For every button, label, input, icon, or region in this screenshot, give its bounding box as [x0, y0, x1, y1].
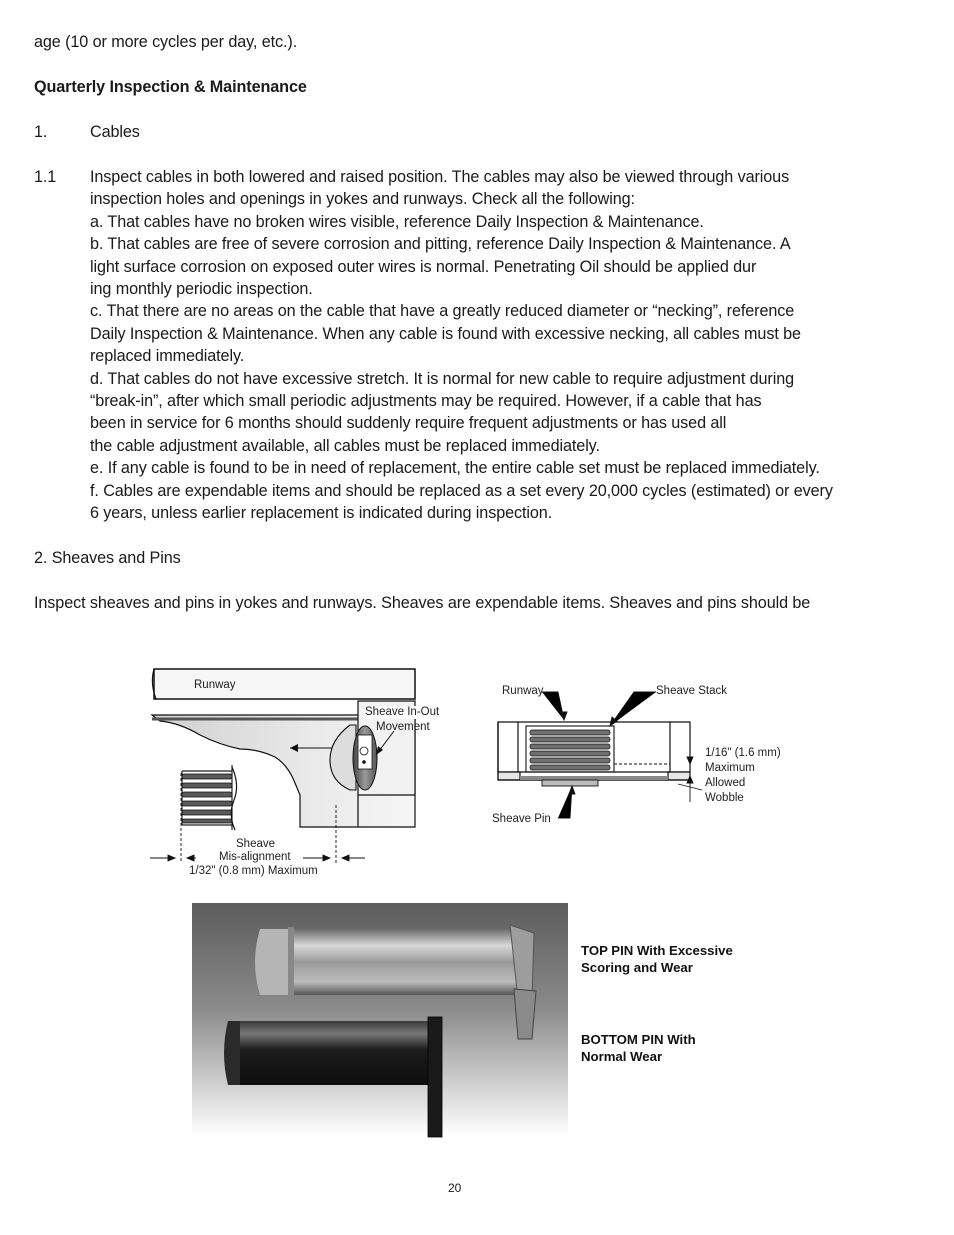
cables-line: f. Cables are expendable items and should be replaced as a set every 20,000 cycles (estimated) or every: [90, 481, 833, 500]
sheave-pin-label: Sheave Pin: [492, 813, 551, 825]
cables-line: Inspect cables in both lowered and raised position. The cables may also be viewed through various: [90, 168, 790, 186]
page-number: 20: [448, 1181, 462, 1195]
wobble-label-2: Maximum: [705, 762, 755, 774]
cables-line: e. If any cable is found to be in need of replacement, the entire cable set must be replaced immediately.: [90, 459, 820, 478]
cables-line: Daily Inspection & Maintenance. When any cable is found with excessive necking, all cables must be: [90, 324, 801, 343]
cables-line: a. That cables have no broken wires visible, reference Daily Inspection & Maintenance.: [90, 212, 704, 231]
misalignment-label-2: Mis-alignment: [219, 851, 291, 863]
quarterly-heading: Quarterly Inspection & Maintenance: [34, 78, 307, 96]
intro-continuation: age (10 or more cycles per day, etc.).: [34, 33, 298, 51]
sheave-movement-label-1: Sheave In-Out: [365, 706, 440, 718]
wobble-label-3: Allowed: [705, 777, 746, 789]
sheave-wobble-diagram: [490, 680, 710, 830]
misalignment-label-3: 1/32" (0.8 mm) Maximum: [189, 865, 318, 877]
right-runway-label: Runway: [502, 685, 544, 697]
cables-line: light surface corrosion on exposed outer wires is normal. Penetrating Oil should be applied dur: [90, 257, 757, 276]
cables-line: been in service for 6 months should suddenly require frequent adjustments or has used all: [90, 414, 727, 433]
wobble-label-1: 1/16" (1.6 mm): [705, 747, 781, 759]
cables-line: ing monthly periodic inspection.: [90, 280, 313, 298]
wobble-label-4: Wobble: [705, 792, 744, 804]
sheave-movement-label-2: Movement: [376, 721, 430, 733]
cables-title: Cables: [90, 123, 140, 141]
top-pin-caption-2: Scoring and Wear: [581, 960, 693, 975]
cables-number: 1.: [34, 123, 48, 141]
misalignment-label-1: Sheave: [236, 838, 276, 850]
cables-subnumber: 1.1: [34, 168, 57, 186]
cables-line: replaced immediately.: [90, 347, 245, 366]
sheaves-body: Inspect sheaves and pins in yokes and runways. Sheaves are expendable items. Sheaves and pins should be: [34, 594, 811, 612]
cables-line: “break-in”, after which small periodic adjustments may be required. However, if a cable that has: [90, 392, 762, 410]
sheaves-heading: 2. Sheaves and Pins: [34, 549, 181, 567]
cables-line: c. That there are no areas on the cable that have a greatly reduced diameter or “necking”, reference: [90, 302, 795, 321]
cables-line: inspection holes and openings in yokes and runways. Check all the following:: [90, 190, 635, 209]
bottom-pin-caption-1: BOTTOM PIN With: [581, 1032, 696, 1047]
cables-line: b. That cables are free of severe corrosion and pitting, reference Daily Inspection & Maintenance. A: [90, 235, 791, 254]
cables-line: 6 years, unless earlier replacement is indicated during inspection.: [90, 504, 553, 522]
left-runway-label: Runway: [194, 679, 236, 691]
sheave-stack-label: Sheave Stack: [656, 685, 727, 697]
bottom-pin-caption-2: Normal Wear: [581, 1049, 663, 1064]
cables-line: d. That cables do not have excessive stretch. It is normal for new cable to require adjustment during: [90, 369, 795, 388]
top-pin-caption-1: TOP PIN With Excessive: [581, 943, 733, 958]
cables-line: the cable adjustment available, all cables must be replaced immediately.: [90, 436, 600, 455]
pins-photo: [192, 903, 568, 1136]
